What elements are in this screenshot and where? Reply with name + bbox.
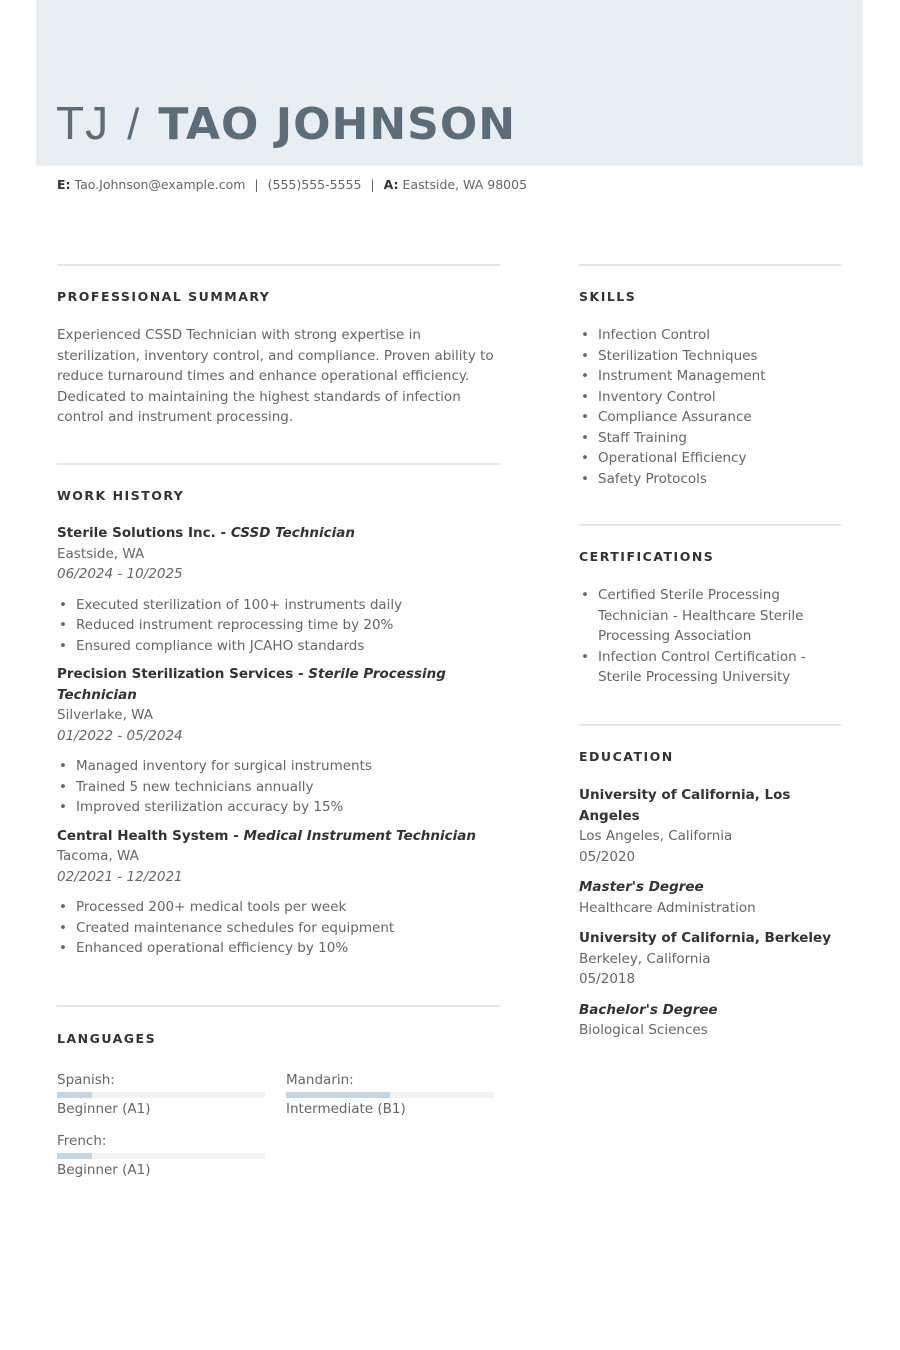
email-label: E: [57,177,71,192]
education-section [579,724,841,1041]
bullet-item: • Processed 200+ medical tools per week [76,897,500,918]
school-location: Berkeley, California [579,950,711,967]
job-title-line: Central Health System - Medical Instrument Technician [57,827,476,844]
proficiency-bar [286,1092,494,1098]
certification-item: • Certified Sterile Processing Technician - Healthcare Sterile Processing Association [598,585,841,647]
skills-section [579,264,841,489]
bullet-item: • Trained 5 new technicians annually [76,777,500,798]
job-bullets [57,756,500,818]
certification-item: • Infection Control Certification - Sterile Processing University [598,647,841,688]
job-dates: 01/2022 - 05/2024 [57,727,183,744]
job-location: Tacoma, WA [57,848,139,864]
field-of-study: Biological Sciences [579,1022,708,1038]
skill-item: • Staff Training [598,428,841,449]
job-dates: 02/2021 - 12/2021 [57,868,183,885]
bullet-item: • Enhanced operational efficiency by 10% [76,938,500,959]
company-name: Precision Sterilization Services [57,666,294,682]
skill-item: • Safety Protocols [598,469,841,490]
name-separator: / [127,100,141,149]
language-item [57,1072,265,1117]
graduation-date: 05/2020 [579,848,636,865]
proficiency-bar [57,1153,265,1159]
proficiency-fill [57,1092,92,1098]
bullet-item: • Created maintenance schedules for equipment [76,918,500,939]
job-entry [57,664,500,818]
language-item [57,1133,265,1178]
job-title: Medical Instrument Technician [243,827,476,844]
job-entry [57,523,500,656]
initials: TJ [56,97,110,149]
skill-item: • Instrument Management [598,366,841,387]
section-heading: WORK HISTORY [57,488,185,503]
job-title: Sterile Processing Technician [57,666,446,703]
school-name: University of California, Los Angeles [579,787,791,824]
divider: | [370,177,375,192]
proficiency-fill [57,1153,92,1159]
graduation-date: 05/2018 [579,971,636,987]
skill-item: • Inventory Control [598,387,841,408]
bullet-item: • Ensured compliance with JCAHO standards [76,636,500,657]
language-name: Mandarin: [286,1072,354,1088]
section-heading: CERTIFICATIONS [579,549,715,564]
job-location: Eastside, WA [57,545,145,562]
candidate-name [56,96,516,150]
education-entry [579,928,841,1041]
divider: | [254,177,259,192]
job-bullets [57,897,500,959]
company-name: Sterile Solutions Inc. [57,525,216,541]
school-name: University of California, Berkeley [579,930,831,946]
language-item [286,1072,494,1117]
job-title-line: Sterile Solutions Inc. - CSSD Technician [57,525,355,541]
email[interactable]: Tao.Johnson@example.com [74,177,246,192]
job-entry [57,826,500,959]
phone: (555)555-5555 [267,177,362,192]
work-history-section [57,463,500,959]
education-entry [579,785,841,918]
skill-item: • Compliance Assurance [598,407,841,428]
language-name: Spanish: [57,1072,115,1088]
address-label: A: [383,177,399,192]
skill-item: • Sterilization Techniques [598,346,841,367]
section-heading: PROFESSIONAL SUMMARY [57,289,271,304]
section-heading: EDUCATION [579,749,674,764]
degree: Bachelor's Degree [579,1001,718,1018]
language-level: Beginner (A1) [57,1101,151,1117]
skill-item: • Infection Control [598,325,841,346]
job-bullets [57,595,500,657]
address: Eastside, WA 98005 [402,177,528,192]
degree: Master's Degree [579,879,704,895]
proficiency-bar [57,1092,265,1098]
field-of-study: Healthcare Administration [579,899,756,916]
section-heading: LANGUAGES [57,1031,157,1046]
section-heading: SKILLS [579,289,637,304]
full-name: TAO JOHNSON [158,99,517,150]
summary-section [57,264,500,428]
language-level: Intermediate (B1) [286,1101,406,1117]
summary-text: Experienced CSSD Technician with strong expertise in sterilization, inventory control, and compliance. Proven ability to reduce turnaround times and enhance operational efficiency. Dedicated to maintaining the highest standards of infection control and instrument processing. [57,327,494,425]
language-level: Beginner (A1) [57,1162,151,1178]
bullet-item: • Reduced instrument reprocessing time by 20% [76,615,500,636]
languages-section [57,1005,500,1197]
language-name: French: [57,1133,107,1149]
job-title: CSSD Technician [230,525,355,541]
bullet-item: • Improved sterilization accuracy by 15% [76,797,500,818]
certifications-section [579,524,841,688]
proficiency-fill [286,1092,390,1098]
company-name: Central Health System [57,827,229,844]
contact-line [57,177,527,192]
job-dates: 06/2024 - 10/2025 [57,566,183,582]
job-location: Silverlake, WA [57,707,154,723]
skill-item: • Operational Efficiency [598,448,841,469]
bullet-item: • Executed sterilization of 100+ instruments daily [76,595,500,616]
job-title-line: Precision Sterilization Services - Sterile Processing Technician [57,666,446,703]
bullet-item: • Managed inventory for surgical instruments [76,756,500,777]
school-location: Los Angeles, California [579,828,733,844]
